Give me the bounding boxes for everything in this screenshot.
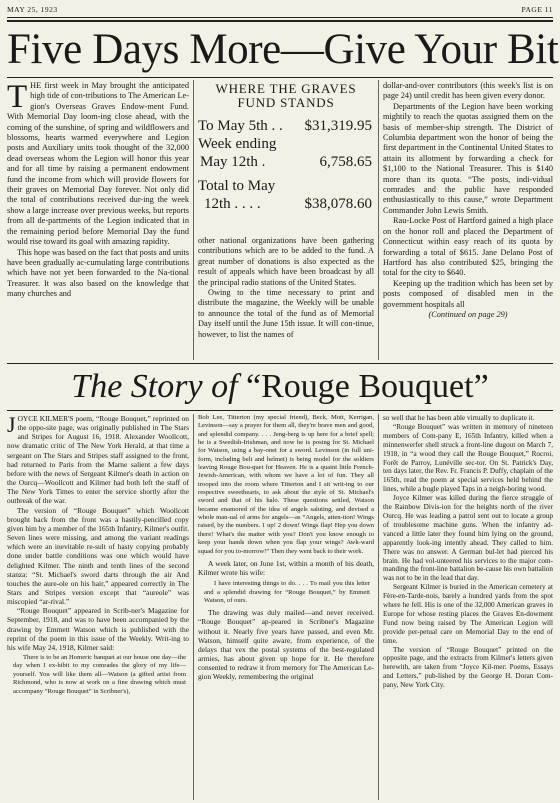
paragraph: OYCE KILMER'S poem, “Rouge Bouquet,” reprinted on the oppo-site page, was originally published in The Stars and Stripes for August 16, 1918. Alexander Woollcott, now dramatic critic of The New York Herald, at that time a sergeant on The Stars and Stripes staff assigned to the front, had returned to Paris from the Marne salient a few days before with the news of Sergeant Kilmer's death in action on the Ourcq—Woollcott and Kilmer had both left the staff of The New York Times to enter the service shortly after the outbreak of the war. xyxy=(7,414,189,506)
column-divider xyxy=(193,80,194,360)
paragraph: This hope was based on the fact that posts and units have been gradually ac-cumulating large contributions which have not yet been forwarded to the Na-tional Treasurer. It was also based on the knowledge that many churches and xyxy=(7,247,189,299)
main-headline: Five Days More—Give Your Bit xyxy=(7,26,559,73)
story-title-main: “Rouge Bouquet” xyxy=(246,368,489,405)
column-divider xyxy=(378,414,379,800)
story-title-pre: The Story of xyxy=(71,368,247,405)
letter-quote: There is to be an Homeric banquet at our house one day—the day when I ex-hibit to my comrades the glory of my life—yourself. You will like them all—Watson (a gifted artist from Richmond, who is now at work on a fine drawing which must accompany “Rouge Bouquet” in Scribner's), xyxy=(13,654,186,695)
paragraph: “Rouge Bouquet” was written in memory of nineteen members of Com-pany E, 165th Infantry, killed when a minnenwerfer shell struck a front-line dugout on March 7, 1918, in “a wood they call the Rouge Bouquet,” Rocroi, Forêt de Parroy, Lunéville sec-tor. On St. Patrick's Day, ten days later, the Rev. Fr. Francis P. Duffy, chaplain of the 165th, read the poem at special services held behind the lines, while a bugle played Taps in a neigh-boring wood. xyxy=(383,422,553,494)
fund-row: Week ending xyxy=(198,136,277,152)
paragraph: other national organizations have been gathering contributions which are to be added to the fund. A great number of donations is also expected as the result of appeals which have been broadcast by all the principal radio stations of the United States. xyxy=(198,236,374,287)
fund-box-title: WHERE THE GRAVES FUND STANDS xyxy=(215,81,357,110)
paragraph: Rau-Locke Post of Hartford gained a high place on the honor roll and placed the Department of Connecticut within easy reach of its quota by forwarding a total of $615. Jane Delano Post of Hartford has also contributed $25, bringing the total for the city to $640. xyxy=(383,216,553,278)
section-rule xyxy=(7,363,553,364)
fund-row: 12th . . . . $38,078.60 xyxy=(204,196,372,212)
paragraph: Departments of the Legion have been working mightily to reach the quotas assigned them on the basis of member-ship strength. The District of Columbia department won the honor of being the first department in the Continental United States to attain its allotment by forwarding a check for $1,100 to the National Treasurer. This is $140 more than its quota. “The posts, indi-vidual comrades and the public have responded enthusiastically to this cause,” wrote Department Commander John Lewis Smith. xyxy=(383,101,553,215)
paragraph: A week later, on June 1st, within a month of his death, Kilmer wrote his wife: xyxy=(198,558,374,577)
drop-cap: J xyxy=(7,412,16,437)
article1-col1 xyxy=(7,81,189,300)
paragraph: The version of “Rouge Bouquet” printed on the opposite page, and the extracts from Kilmer's letters given herewith, are taken from “Joyce Kil-mer: Poems, Essays and Letters,” pub-lished by the George H. Doran Com-pany, New York City. xyxy=(383,645,553,690)
header-rule-thick xyxy=(7,20,553,22)
page-header xyxy=(7,5,553,17)
story-rule xyxy=(7,410,553,411)
paragraph: so well that he has been able virtually to duplicate it. xyxy=(383,414,535,422)
paragraph: The drawing was duly mailed—and never received. “Rouge Bouquet” ap-peared in Scribner's Magazine without it. Nearly five years have passed, and even Mr. Watson, himself quite aware, from experience, of the delays that vex the postal systems of the best-regulated armies, has about given up hope for it. He therefore consented to redraw it from memory for The American Le-gion Weekly, remembering the original xyxy=(198,608,374,682)
paragraph: Sergeant Kilmer is buried in the American cemetery at Fère-en-Tarde-nois, barely a hundred yards from the spot where he fell. His is one of the 32,000 American graves in Europe for whose resting places the Graves En-dowment Fund now being raised by The American Legion will provide per-petual care on Memorial Day to the end of time. xyxy=(383,583,553,645)
paragraph: Joyce Kilmer was killed during the fierce struggle of the Rainbow Divis-ion for the heights north of the river Ourcq. He was leading a patrol sent out to locate a group of troublesome machine guns. When the infantry ad-vanced a little later they found him lying on the ground, apparently look-ing intently ahead. They called to him. There was no answer. A German bul-let had pierced his brain. He had vol-unteered his services to the major com-manding the front-line battalion be-cause his own battalion was not to be in the lead that day. xyxy=(383,494,553,583)
fund-row: May 12th . 6,758.65 xyxy=(200,154,372,170)
headline-rule xyxy=(7,77,553,78)
column-divider xyxy=(378,80,379,360)
continued-note: (Continued on page 29) xyxy=(428,309,508,319)
issue-date: MAY 25, 1923 xyxy=(7,5,58,14)
article2-col1 xyxy=(7,414,189,696)
column-divider xyxy=(193,414,194,800)
paragraph: “Rouge Bouquet” appeared in Scrib-ner's Magazine for September, 1918, and was to have been accompanied by the drawing by Emmett Watson which is published with the reprint of the poem in this issue of the Weekly. Writ-ing to his wife May 24, 1918, Kilmer said: xyxy=(7,606,189,652)
fund-row: To May 5th . . $31,319.95 xyxy=(198,118,372,134)
page-number: PAGE 11 xyxy=(521,5,553,14)
header-rule xyxy=(7,17,553,18)
article2-col3 xyxy=(383,414,553,690)
paragraph: Keeping up the tradition which has been set by posts composed of disabled men in the government hospitals all xyxy=(383,278,553,309)
paragraph: dollar-and-over contributors (this week's list is on page 24) until credit has been given every donor. xyxy=(383,81,553,101)
paragraph: The version of “Rouge Bouquet” which Woollcott brought back from the front was a hastily-pencilled copy given him by a member of the 165th Infantry, Kilmer's outfit. Seven lines were missing, and among the variant readings which were an inevitable re-sult of hasty copying probably done under battle conditions was one which would have delighted Kilmer. The ninth and tenth lines of the second stanza: “St. Michael's sword darts through the air And touches the aure-ole on his hair,” appeared correctly in The Stars and Stripes version except that “aureole” was miscopied “ar-rival.” xyxy=(7,505,189,607)
fund-row: Total to May xyxy=(198,178,276,194)
letter-quote: I have interesting things to do. . . . To mail you this letter and a splendid drawing for “Rouge Bouquet,” by Emmett Watson, of ours. xyxy=(204,580,370,604)
article1-col3 xyxy=(383,81,553,320)
paragraph: Owing to the time necessary to print and distribute the magazine, the Weekly will be unable to announce the total of the fund as of Memorial Day itself until the June 15th issue. It will con-tinue, however, to list the names of xyxy=(198,288,374,339)
drop-cap: T xyxy=(7,79,28,115)
article1-lead: HE first week in May brought the anticipated high tide of con-tributions to The American Le-gion's Overseas Graves Endow-ment Fund. With Memorial Day loom-ing close ahead, with the coming of the sunshine, of spring and wildflowers and blossoms, hearts warmed everywhere and Legion posts and Auxiliary units took thought of the 32,000 dead overseas whom the Legion will honor this year and for all time by raising a permanent endowment fund the income from which will provide flowers for their graves on Memorial Day forever. Not only did the total of contributions received dur-ing the week show a large increase over previous weeks, but reports from all de-partments of the Legion indicated that in the remaining period before Memorial Day the fund would rise toward its goal with amazing rapidity. xyxy=(7,81,189,247)
article1-col2 xyxy=(198,236,374,340)
fund-box xyxy=(198,82,374,232)
article2-col2 xyxy=(198,414,374,681)
story-title xyxy=(7,367,553,407)
letter-quote: Bob Lee, Titterton (my special friend), Beck, Mott, Kerrigan, Levinson—say a prayer for them all, they're brave men and good, and splendid company. . . . Jeng-berg is up here for a brief spell; he is a Swedish-Irishman, and now he is posing for St. Michael for Watson, using a bay-onet for a sword. Levinson (in full uni-form, including belt and helmet) is being model for the soldiers leaving Rouge Bou-quet for Heaven. He is a quaint little French-Jewish-American, with whom we have a lot of fun. They all trooped into the room where Titterton and I sit writ-ing to our respective sweethearts, to ask about the style of St. Michael's sword and that of his halo. These questions settled, Watson became enamored of the idea of angels saluting, and devised a whole man-ual of arms for angels—as “Angels, atten-tion! Wings raised, by the numbers. 1 up! 2 down! Wings flap! Hep you down there! What's the matter with you? Don't you know enough to keep your hands down when you flap your wings? Awk-ward squad for you to-morrow!” Then they went back to their work. xyxy=(198,414,374,555)
